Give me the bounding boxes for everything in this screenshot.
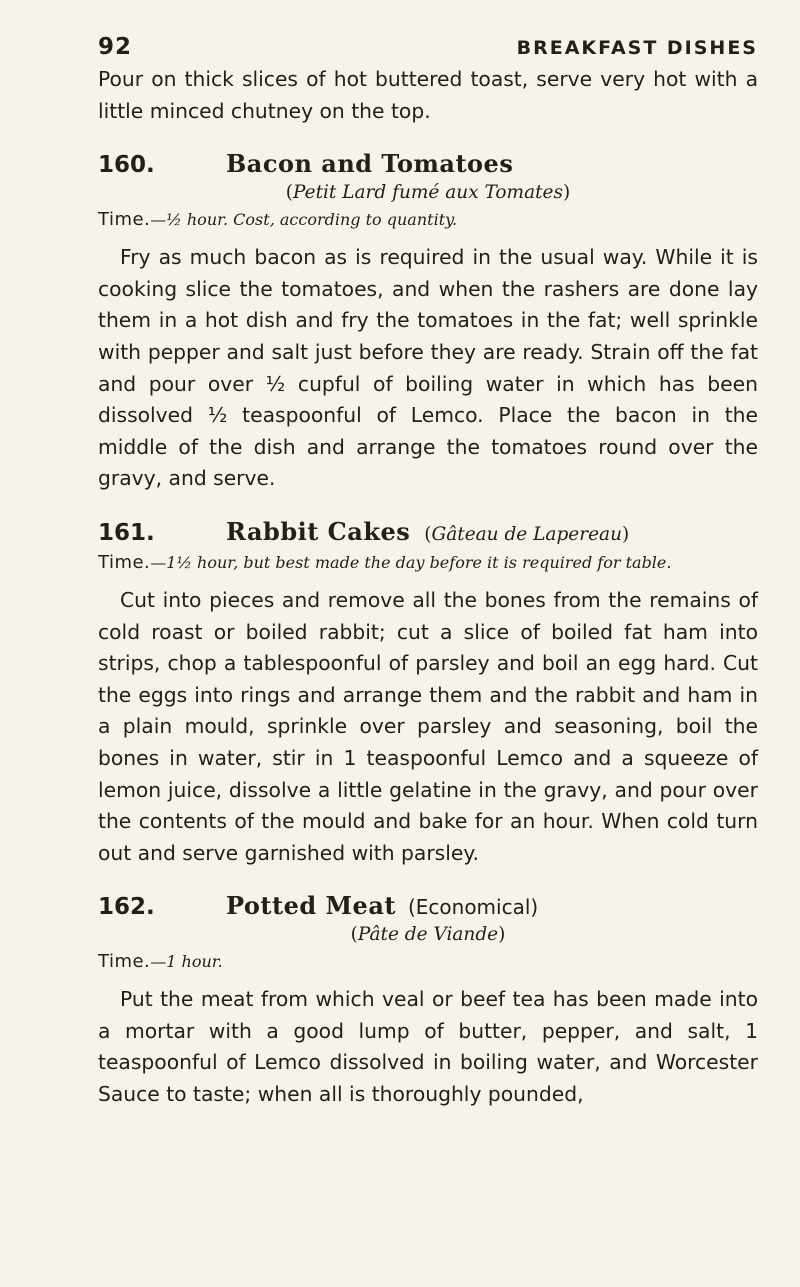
page-number: 92 — [98, 34, 133, 60]
recipe-note: (Economical) — [407, 895, 539, 920]
time-value: —1½ hour, but best made the day before it is required for table. — [150, 552, 672, 572]
intro-paragraph: Pour on thick slices of hot buttered toast, serve very hot with a little minced chutney on the top. — [98, 67, 758, 123]
time-label: Time. — [98, 951, 151, 973]
recipe-french-name: ( Petit Lard fumé aux Tomates ) — [98, 182, 758, 203]
running-head — [98, 34, 758, 64]
time-value: —1 hour. — [150, 952, 223, 972]
recipe-161-heading — [98, 517, 758, 546]
recipe-160-method: Fry as much bacon as is required in the usual way. While it is cooking slice the tomatoes, and when the rashers are done lay them in a hot dish and fry the tomatoes in the fat; well sprinkle with pepper and salt just before they are ready. Strain off the fat and pour over ½ cupful of boiling water in which has been dissolved ½ teaspoonful of Lemco. Place the bacon in the middle of the dish and arrange the tomatoes round over the gravy, and serve. — [98, 245, 758, 491]
recipe-french-name: ( Pâte de Viande ) — [98, 924, 758, 945]
recipe-160-heading — [98, 149, 758, 178]
running-title: BREAKFAST DISHES — [516, 37, 758, 59]
recipe-french-name: ( Gâteau de Lapereau ) — [424, 524, 629, 545]
recipe-time-line — [98, 209, 758, 230]
time-label: Time. — [98, 209, 151, 231]
recipe-161-method: Cut into pieces and remove all the bones from the remains of cold roast or boiled rabbit; cut a slice of boiled fat ham into strips, chop a tablespoonful of parsley and boil an egg hard. Cut the eggs into rings and arrange them and the rabbit and ham in a plain mould, sprinkle over parsley and seasoning, boil the bones in water, stir in 1 teaspoonful Lemco and a squeeze of lemon juice, dissolve a little gelatine in the gravy, and pour over the contents of the mould and bake for an hour. When cold turn out and serve garnished with parsley. — [98, 587, 758, 865]
time-label: Time. — [98, 551, 151, 573]
recipe-time-line — [98, 552, 758, 573]
recipe-number: 160. — [98, 152, 155, 179]
recipe-title: Bacon and Tomatoes — [226, 149, 514, 179]
recipe-time-line — [98, 951, 758, 972]
recipe-title: Potted Meat — [226, 891, 396, 921]
recipe-162-method: Put the meat from which veal or beef tea has been made into a mortar with a good lump of butter, pepper, and salt, 1 teaspoonful of Lemco dissolved in boiling water, and Worcester Sauce to taste; when all is thoroughly pounded, — [98, 987, 758, 1107]
time-value: —½ hour. Cost, according to quantity. — [150, 210, 458, 230]
recipe-title: Rabbit Cakes — [226, 516, 411, 546]
recipe-162-heading — [98, 891, 758, 920]
recipe-number: 162. — [98, 894, 155, 921]
recipe-number: 161. — [98, 519, 155, 546]
